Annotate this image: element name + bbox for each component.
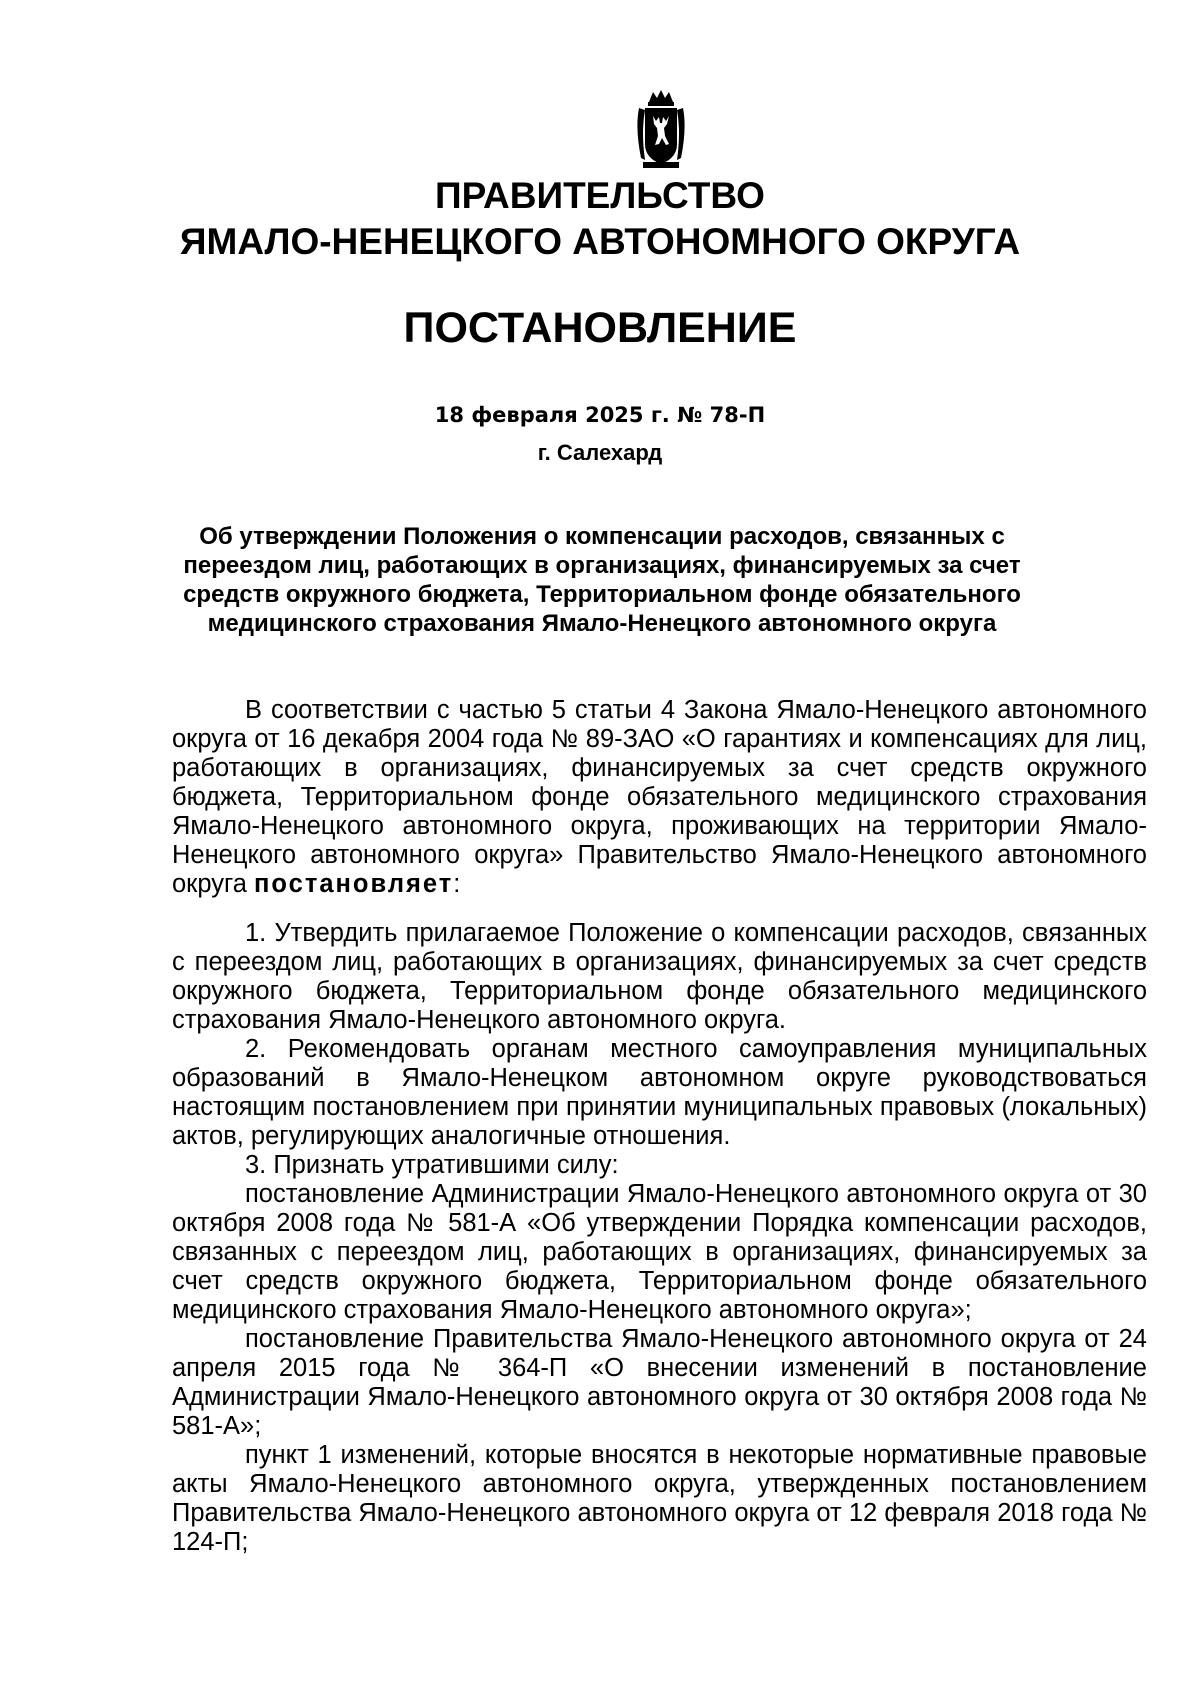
preamble: [172, 696, 1147, 899]
organization-name-line2: ЯМАЛО-НЕНЕЦКОГО АВТОНОМНОГО ОКРУГА: [179, 221, 1021, 262]
item-paragraph: 2. Рекомендовать органам местного самоуправления муниципальных образований в Ямало-Ненецком автономном округе руководствоваться настоящим постановлением при принятии муниципальных правовых (локальных) актов, регулирующих аналогичные отношения.: [172, 1035, 1147, 1150]
document-date-number: 18 февраля 2025 г. № 78-П: [434, 403, 766, 427]
organization-name-line1: ПРАВИТЕЛЬСТВО: [435, 175, 765, 216]
preamble-text: В соответствии с частью 5 статьи 4 Закона Ямало-Ненецкого автономного округа от 16 декабря 2004 года № 89-ЗАО «О гарантиях и компенсациях для лиц, работающих в организациях, финансируемых за счет средств окружного бюджета, Территориальном фонде обязательного медицинского страхования Ямало-Ненецкого автономного округа, проживающих на территории Ямало-Ненецкого автономного округа» Правительство Ямало-Ненецкого автономного округа: [172, 696, 1147, 898]
resolves-keyword: постановляет: [254, 870, 454, 898]
item-paragraph: постановление Администрации Ямало-Ненецкого автономного округа от 30 октября 2008 года № 581-А «Об утверждении Порядка компенсации расходов, связанных с переездом лиц, работающих в организациях, финансируемых за счет средств окружного бюджета, Территориальном фонде обязательного медицинского страхования Ямало-Ненецкого автономного округа»;: [172, 1180, 1147, 1324]
item-paragraph: пункт 1 изменений, которые вносятся в некоторые нормативные правовые акты Ямало-Ненецкого автономного округа, утвержденных постановлением Правительства Ямало-Ненецкого автономного округа от 12 февраля 2018 года № 124-П;: [172, 1441, 1147, 1556]
document-title: [170, 522, 1034, 638]
preamble-end: :: [453, 870, 461, 898]
document-type: ПОСТАНОВЛЕНИЕ: [403, 304, 797, 352]
title-line: медицинского страхования Ямало-Ненецкого автономного округа: [207, 610, 997, 637]
preamble-paragraph: [172, 696, 1147, 899]
title-line: средств окружного бюджета, Территориальном фонде обязательного: [183, 581, 1021, 608]
title-line: переездом лиц, работающих в организациях, финансируемых за счет: [183, 552, 1021, 579]
item-paragraph: 1. Утвердить прилагаемое Положение о компенсации расходов, связанных с переездом лиц, работающих в организациях, финансируемых за счет средств окружного бюджета, Территориальном фонде обязательного медицинского страхования Ямало-Ненецкого автономного округа.: [172, 919, 1147, 1034]
coat-of-arms-icon: [633, 88, 689, 172]
item-paragraph: 3. Признать утратившими силу:: [245, 1151, 619, 1179]
title-line: Об утверждении Положения о компенсации расходов, связанных с: [199, 523, 1005, 550]
resolution-items: [172, 919, 1147, 1557]
document-city: г. Салехард: [537, 440, 663, 465]
item-paragraph: постановление Правительства Ямало-Ненецкого автономного округа от 24 апреля 2015 года № 364-П «О внесении изменений в постановление Администрации Ямало-Ненецкого автономного округа от 30 октября 2008 года № 581-А»;: [172, 1325, 1147, 1440]
